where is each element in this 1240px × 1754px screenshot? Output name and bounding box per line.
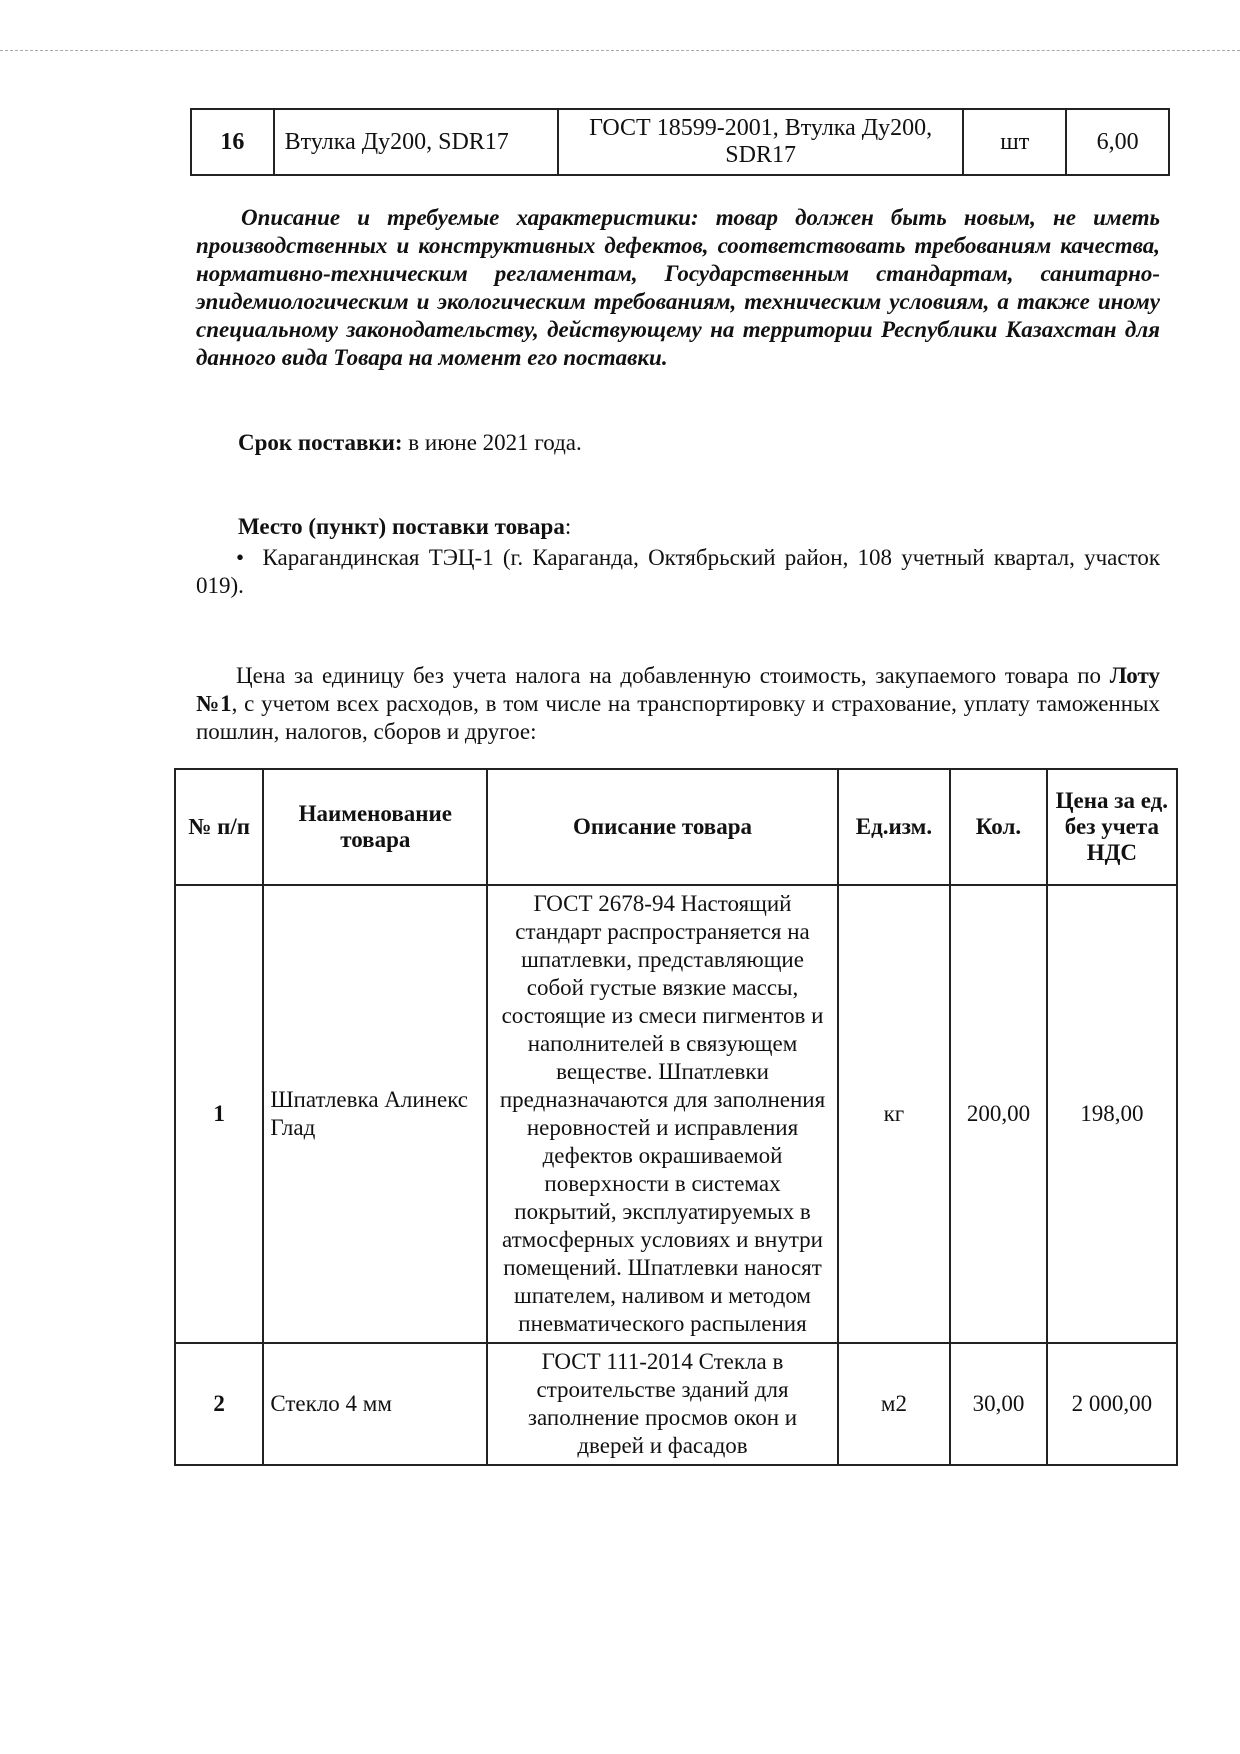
row-price: 2 000,00 (1047, 1343, 1177, 1465)
delivery-term-value: в июне 2021 года. (402, 430, 582, 455)
row-unit: кг (838, 885, 950, 1343)
header-qty: Кол. (950, 769, 1047, 885)
item-unit: шт (963, 109, 1066, 175)
row-unit: м2 (838, 1343, 950, 1465)
header-price: Цена за ед. без учета НДС (1047, 769, 1177, 885)
delivery-place-label: Место (пункт) поставки товара (238, 514, 565, 539)
header-unit: Ед.изм. (838, 769, 950, 885)
row-name: Шпатлевка Алинекс Глад (263, 885, 487, 1343)
continued-items-table (190, 108, 1170, 176)
row-description: ГОСТ 2678-94 Настоящий стандарт распространяется на шпатлевки, представляющие собой густые вязкие массы, состоящие из смеси пигментов и наполнителей в связующем веществе. Шпатлевки предназначаются для заполнения неровностей и исправления дефектов окрашиваемой поверхности в системах покрытий, эксплуатируемых в атмосферных условиях и внутри помещений. Шпатлевки наносят шпателем, наливом и методом пневматического распыления (487, 885, 837, 1343)
item-number: 16 (191, 109, 274, 175)
row-description: ГОСТ 111-2014 Стекла в строительстве зданий для заполнение просмов окон и дверей и фасадов (487, 1343, 837, 1465)
table-row (175, 885, 1177, 1343)
delivery-place-text: Карагандинская ТЭЦ-1 (г. Караганда, Октябрьский район, 108 учетный квартал, участок 019). (196, 545, 1161, 598)
header-description: Описание товара (487, 769, 837, 885)
header-name: Наименование товара (263, 769, 487, 885)
price-intro-text: Цена за единицу без учета налога на добавленную стоимость, закупаемого товара по (236, 663, 1110, 688)
table-header-row (175, 769, 1177, 885)
table-row (175, 1343, 1177, 1465)
header-num: № п/п (175, 769, 263, 885)
scan-artifact-line (0, 50, 1240, 51)
price-intro-text-2: , с учетом всех расходов, в том числе на транспортировку и страхование, уплату таможенных пошлин, налогов, сборов и другое: (196, 691, 1160, 744)
row-num: 2 (175, 1343, 263, 1465)
delivery-term (238, 430, 582, 456)
row-name: Стекло 4 мм (263, 1343, 487, 1465)
price-intro-paragraph (196, 662, 1160, 746)
delivery-term-label: Срок поставки: (238, 430, 403, 455)
item-qty: 6,00 (1066, 109, 1169, 175)
item-name: Втулка Ду200, SDR17 (274, 109, 558, 175)
row-qty: 30,00 (950, 1343, 1047, 1465)
row-price: 198,00 (1047, 885, 1177, 1343)
delivery-place-colon: : (564, 514, 572, 539)
delivery-place-heading (238, 514, 571, 540)
row-qty: 200,00 (950, 885, 1047, 1343)
table-row (191, 109, 1169, 175)
bullet: • (236, 545, 245, 570)
item-description: ГОСТ 18599-2001, Втулка Ду200, SDR17 (558, 109, 963, 175)
row-num: 1 (175, 885, 263, 1343)
price-table (174, 768, 1178, 1466)
lot-reference: Лоту №1 (196, 663, 1160, 716)
requirements-paragraph: Описание и требуемые характеристики: товар должен быть новым, не иметь производственных и конструктивных дефектов, соответствовать требованиям качества, нормативно-техническим регламентам, Государственным стандартам, санитарно-эпидемиологическим и экологическим требованиям, техническим условиям, а также иному специальному законодательству, действующему на территории Республики Казахстан для данного вида Товара на момент его поставки. (196, 205, 1160, 370)
delivery-place-item (196, 544, 1160, 600)
